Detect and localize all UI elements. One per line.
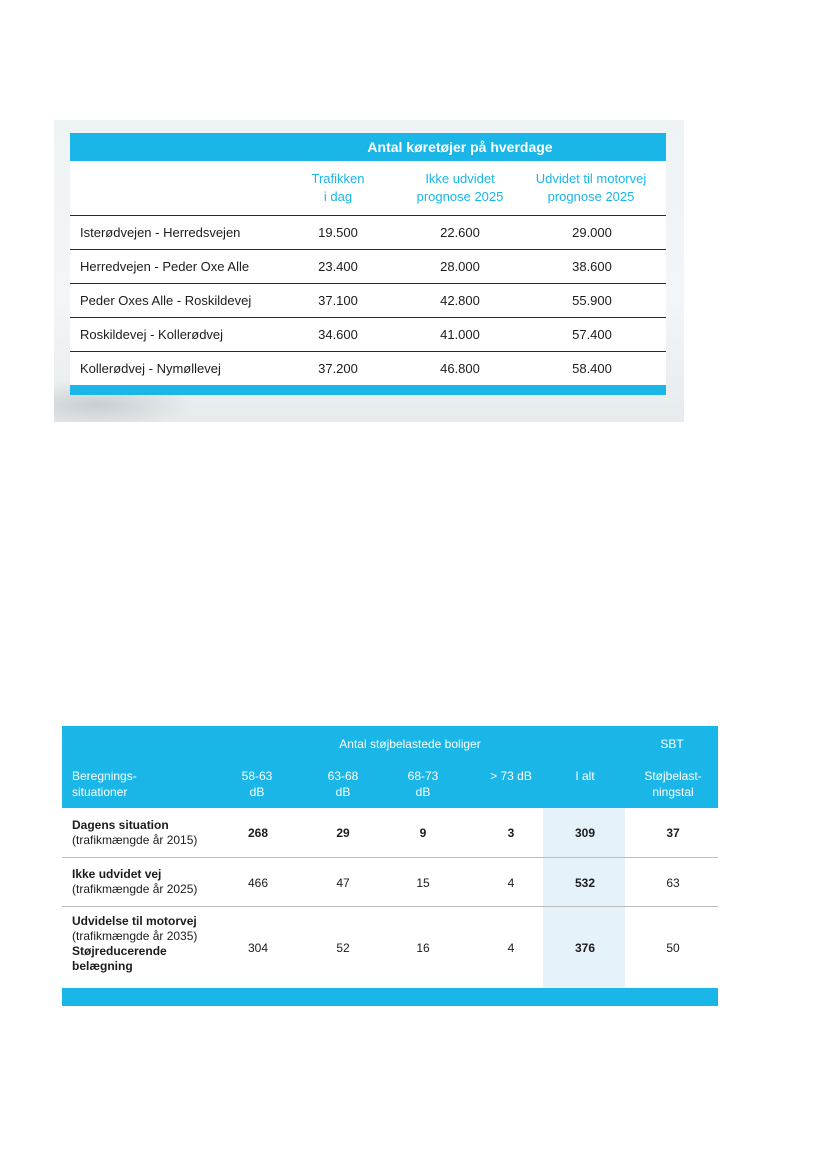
value-63-68: 52 bbox=[336, 941, 350, 955]
header-63-68-db: 63-68 dB bbox=[327, 769, 359, 799]
noise-table bbox=[62, 726, 718, 1006]
header-68-73-db: 68-73 dB bbox=[407, 769, 439, 799]
traffic-table bbox=[70, 133, 666, 395]
value-over-73: 3 bbox=[507, 826, 515, 840]
traffic-table-super-header bbox=[70, 133, 666, 161]
table-row bbox=[70, 215, 666, 249]
not-expanded-value: 42.800 bbox=[440, 293, 480, 308]
expanded-value: 55.900 bbox=[572, 293, 612, 308]
road-segment: Herredvejen - Peder Oxe Alle bbox=[80, 259, 250, 274]
table-row bbox=[62, 808, 718, 858]
situation-note: (trafikmængde år 2025) bbox=[72, 882, 198, 896]
table-row bbox=[70, 317, 666, 351]
traffic-super-header-label: Antal køretøjer på hverdage bbox=[367, 139, 553, 155]
not-expanded-value: 22.600 bbox=[440, 225, 480, 240]
expanded-value: 38.600 bbox=[572, 259, 612, 274]
value-total: 309 bbox=[574, 826, 596, 840]
not-expanded-value: 46.800 bbox=[440, 361, 480, 376]
traffic-today-value: 23.400 bbox=[318, 259, 358, 274]
header-noise-load-number: Støjbelast- ningstal bbox=[644, 769, 702, 799]
traffic-today-value: 37.100 bbox=[318, 293, 358, 308]
situation-extra: Støjreducerende belægning bbox=[72, 944, 167, 973]
value-total: 376 bbox=[574, 941, 596, 955]
header-not-expanded-2025: Ikke udvidet prognose 2025 bbox=[416, 171, 504, 204]
table-row bbox=[62, 907, 718, 988]
traffic-table-panel bbox=[54, 120, 684, 422]
value-58-63: 304 bbox=[247, 941, 269, 955]
header-total: I alt bbox=[575, 769, 595, 783]
value-68-73: 9 bbox=[419, 826, 427, 840]
situation-note: (trafikmængde år 2015) bbox=[72, 833, 198, 847]
value-58-63: 466 bbox=[247, 876, 269, 890]
value-68-73: 16 bbox=[416, 941, 430, 955]
value-over-73: 4 bbox=[507, 941, 515, 955]
value-total: 532 bbox=[574, 876, 596, 890]
noise-super-header: Antal støjbelastede boliger bbox=[339, 737, 481, 751]
table-row bbox=[62, 857, 718, 907]
header-58-63-db: 58-63 dB bbox=[241, 769, 273, 799]
value-63-68: 47 bbox=[336, 876, 350, 890]
road-segment: Kollerødvej - Nymøllevej bbox=[80, 361, 221, 376]
header-expanded-2025: Udvidet til motorvej prognose 2025 bbox=[535, 171, 647, 204]
situation-title: Udvidelse til motorvej bbox=[72, 914, 197, 928]
traffic-today-value: 37.200 bbox=[318, 361, 358, 376]
situation-note: (trafikmængde år 2035) bbox=[72, 929, 198, 943]
header-traffic-today: Trafikken i dag bbox=[311, 171, 365, 204]
value-68-73: 15 bbox=[416, 876, 430, 890]
traffic-table-header-row bbox=[70, 161, 666, 215]
value-63-68: 29 bbox=[336, 826, 350, 840]
situation-label bbox=[72, 818, 197, 848]
road-segment: Peder Oxes Alle - Roskildevej bbox=[80, 293, 252, 308]
table-row bbox=[70, 249, 666, 283]
traffic-table-footer-bar bbox=[70, 385, 666, 395]
traffic-today-value: 19.500 bbox=[318, 225, 358, 240]
expanded-value: 57.400 bbox=[572, 327, 612, 342]
header-over-73-db: > 73 dB bbox=[490, 769, 532, 783]
value-noise-load: 63 bbox=[666, 876, 680, 890]
noise-table-footer-bar bbox=[62, 988, 718, 1006]
header-calculation-situations: Beregnings- situationer bbox=[72, 769, 137, 799]
expanded-value: 58.400 bbox=[572, 361, 612, 376]
situation-title: Dagens situation bbox=[72, 818, 169, 832]
not-expanded-value: 28.000 bbox=[440, 259, 480, 274]
value-58-63: 268 bbox=[247, 826, 269, 840]
expanded-value: 29.000 bbox=[572, 225, 612, 240]
value-noise-load: 50 bbox=[666, 941, 680, 955]
situation-title: Ikke udvidet vej bbox=[72, 867, 162, 881]
table-row bbox=[70, 283, 666, 317]
table-row bbox=[70, 351, 666, 385]
sbt-header: SBT bbox=[660, 737, 684, 751]
not-expanded-value: 41.000 bbox=[440, 327, 480, 342]
road-segment: Roskildevej - Kollerødvej bbox=[80, 327, 224, 342]
situation-label bbox=[72, 867, 197, 897]
value-noise-load: 37 bbox=[666, 826, 680, 840]
road-segment: Isterødvejen - Herredsvejen bbox=[80, 225, 241, 240]
noise-table-header bbox=[62, 726, 718, 808]
situation-label bbox=[72, 914, 222, 974]
traffic-today-value: 34.600 bbox=[318, 327, 358, 342]
value-over-73: 4 bbox=[507, 876, 515, 890]
